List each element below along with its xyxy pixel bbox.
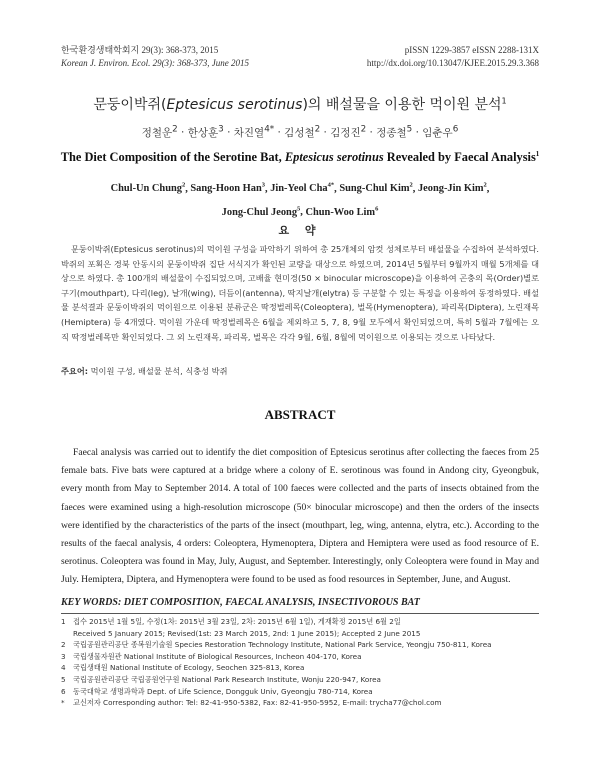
- author-affiliation-mark: 2: [409, 182, 413, 189]
- author: [284, 124, 321, 139]
- author-name: Chul-Un Chung: [110, 183, 182, 195]
- title-korean: 문둥이박쥐(Eptesicus serotinus)의 배설물을 이용한 먹이원 분석$^1$: [93, 96, 507, 113]
- footnote-mark: [61, 628, 73, 640]
- journal-kr: 한국환경생태학회지 29(3): 368-373, 2015: [61, 45, 219, 55]
- author-name: 김성철: [284, 126, 315, 139]
- author-affiliation-mark: 2: [181, 182, 186, 189]
- author: [233, 124, 275, 139]
- author-affiliation-mark: 4*: [264, 124, 275, 134]
- author-affiliation-mark: 2: [314, 124, 321, 134]
- issn-header: [367, 44, 539, 70]
- doi-link[interactable]: http://dx.doi.org/10.13047/KJEE.2015.29.3.368: [366, 58, 539, 68]
- korean-keywords: 주요어: 먹이원 구성, 배설물 분석, 식충성 박쥐: [61, 366, 228, 376]
- footnote-text: 교신저자 Corresponding author: Tel: 82-41-950-5382, Fax: 82-41-950-5952, E-mail: trycha77@chol.com: [73, 698, 442, 708]
- author: [222, 207, 301, 218]
- footnote: [61, 639, 539, 651]
- author-name: 한상훈: [187, 126, 219, 139]
- author-name: 김정진: [330, 126, 361, 139]
- journal-en: Korean J. Environ. Ecol. 29(3): 368-373, June 2015: [61, 58, 250, 68]
- author-affiliation-mark: 5: [406, 124, 413, 134]
- author-name: Sung-Chul Kim: [339, 183, 410, 195]
- english-abstract-body: Faecal analysis was carried out to identify the diet composition of Eptesicus serotinus after collecting the faeces from 25 female bats. Five bats were captured at a bridge where a colony of E. serotinous was found in Andong city, Gyeongbuk, every month from May to September 2014. A total of 100 faeces were collected and the parts of insects obtained from the faeces were examined using a high-resolution microscope (50× binocular microscope) and then the orders of the insects were identified by the characteristics of the parts of the insect (mouthpart, leg, wing, antenna, elytra, etc.). According to the results of the faecal analysis, 4 orders: Coleoptera, Hymenoptera, Diptera and Hemiptera were used as food resource of E. serotinus. Coleoptera was found in May, July, August, and September. Interestingly, only Coleoptera were found in May and July. Hemiptera, Diptera, and Hymenoptera were found to be used as food resources in September, June, and August.: [61, 447, 539, 586]
- authors-korean: 정철운$^2$ · 한상훈$^3$ · 차진열$^{4*}$ · 김성철$^2$ · 김정진$^2$ · 정종철$^5$ · 임춘우$^6$: [141, 124, 459, 139]
- footnote: [61, 686, 539, 698]
- footnote: [61, 651, 539, 663]
- author-name: Sang-Hoon Han: [190, 183, 262, 195]
- footnote-mark: 1: [61, 617, 66, 626]
- author: [330, 124, 367, 139]
- english-keywords: KEY WORDS: DIET COMPOSITION, FAECAL ANALYSIS, INSECTIVOROUS BAT: [61, 597, 420, 608]
- author-affiliation-mark: 3: [218, 124, 224, 134]
- author: [422, 124, 459, 139]
- footnote: [61, 616, 539, 628]
- author-affiliation-mark: 2: [360, 124, 367, 134]
- author-affiliation-mark: 4*: [327, 182, 335, 189]
- author: [187, 124, 224, 139]
- author: [376, 124, 413, 139]
- species-name-en: Eptesicus serotinus: [284, 150, 384, 165]
- footnote: [61, 697, 539, 709]
- author-name: Jeong-Jin Kim: [417, 183, 484, 195]
- author-affiliation-mark: 2: [483, 182, 487, 189]
- footnote-mark: 4: [61, 663, 66, 673]
- author-name: Jin-Yeol Cha: [270, 183, 328, 195]
- author: [339, 183, 412, 194]
- footnote: [61, 662, 539, 674]
- journal-header: [61, 44, 249, 70]
- author: [190, 183, 265, 194]
- author-affiliation-mark: 6: [452, 124, 459, 134]
- author-name: Jong-Chul Jeong: [221, 206, 298, 218]
- author-affiliation-mark: 5: [297, 205, 301, 213]
- footnote: [61, 674, 539, 686]
- author: [111, 183, 186, 194]
- author-name: 정종철: [376, 126, 407, 139]
- author-affiliation-mark: 2: [172, 124, 178, 134]
- abstract-heading: ABSTRACT: [264, 407, 336, 422]
- footnote-text: 국립생물자원관 National Institute of Biological Resources, Incheon 404-170, Korea: [73, 651, 362, 661]
- footnote-mark: 2: [61, 640, 66, 650]
- footnote: [61, 628, 539, 640]
- issn: pISSN 1229-3857 eISSN 2288-131X: [404, 45, 539, 55]
- species-name: Eptesicus serotinus: [166, 97, 303, 113]
- footnotes: [61, 616, 539, 709]
- author: [418, 183, 487, 194]
- title-english: The Diet Composition of the Serotine Bat, Eptesicus serotinus Revealed by Faecal Analysis$^1$: [60, 150, 540, 165]
- author-affiliation-mark: 6: [375, 205, 379, 213]
- footnote-text: 국립공원관리공단 종복원기술원 Species Restoration Technology Institute, National Park Service, Yeongju 750-811, Korea: [73, 640, 492, 650]
- authors-english: Chul-Un Chung$^2$, Sang-Hoon Han$^3$, Jin-Yeol Cha$^{4*}$, Sung-Chul Kim$^2$, Jeong-Jin Kim$^2$, Jong-Chul Jeong$^5$, Chun-Woo Lim$^6$: [110, 182, 490, 218]
- korean-abstract-body: 문둥이박쥐(Eptesicus serotinus)의 먹이원 구성을 파악하기 위하여 총 25개체의 암컷 성체로부터 배설물을 수집하여 분석하였다. 박쥐의 포획은 경북 안동시의 문둥이박쥐 집단 서식지가 확인된 교량을 대상으로 하였으며, 2014년 5월부터 9월까지 매월 5개체를 대상으로 하였다. 총 100개의 배설물이 수집되었으며, 고배율 현미경(50 × binocular microscope)을 이용하여 곤충의 목(Order)별로 구기(mouthpart), 다리(leg), 날개(wing), 더듬이(antenna), 딱지날개(elytra) 등 구분할 수 있는 특징을 이용하여 동정하였다. 배설물 분석결과 문둥이박쥐의 먹이원으로 이용된 분류군은 딱정벌레목(Coleoptera), 벌목(Hymenoptera), 파리목(Diptera), 노린재목(Hemiptera) 등 4개였다. 먹이원 가운데 딱정벌레목은 6월을 제외하고 5, 7, 8, 9월 모두에서 확인되었으며, 특히 5월과 7월에는 오직 딱정벌레목만 확인되었다. 그 외 노린재목, 파리목, 벌목은 각각 9월, 6월, 8월에 먹이원으로 이용되는 것으로 나타났다.: [61, 244, 539, 342]
- author: [270, 183, 334, 194]
- footnote-mark: 5: [61, 674, 66, 684]
- author: [141, 124, 178, 139]
- footnote-text: 접수 2015년 1월 5일, 수정(1차: 2015년 3월 23일, 2차: 2015년 6월 1일), 게재확정 2015년 6월 2일: [73, 617, 401, 626]
- author-name: 임춘우: [422, 126, 453, 139]
- author-name: 정철운: [141, 126, 173, 139]
- footnote-text: 국립공원관리공단 국립공원연구원 National Park Research Institute, Wonju 220-947, Korea: [73, 674, 381, 684]
- author-name: Chun-Woo Lim: [305, 206, 376, 218]
- korean-abstract-heading: 요 약: [278, 224, 322, 237]
- author: [305, 207, 378, 218]
- footnote-mark: 6: [61, 686, 66, 696]
- author-affiliation-mark: 3: [261, 182, 265, 189]
- footnote-divider: [61, 613, 539, 614]
- footnote-mark: *: [61, 698, 65, 708]
- footnote-text: 동국대학교 생명과학과 Dept. of Life Science, Dongguk Univ, Gyeongju 780-714, Korea: [73, 686, 373, 696]
- footnote-mark: 3: [61, 651, 66, 661]
- footnote-text: 국립생태원 National Institute of Ecology, Seochen 325-813, Korea: [73, 663, 305, 673]
- footnote-text: Received 5 January 2015; Revised(1st: 23 March 2015, 2nd: 1 June 2015); Accepted 2 June 2015: [73, 628, 421, 638]
- author-name: 차진열: [233, 126, 265, 139]
